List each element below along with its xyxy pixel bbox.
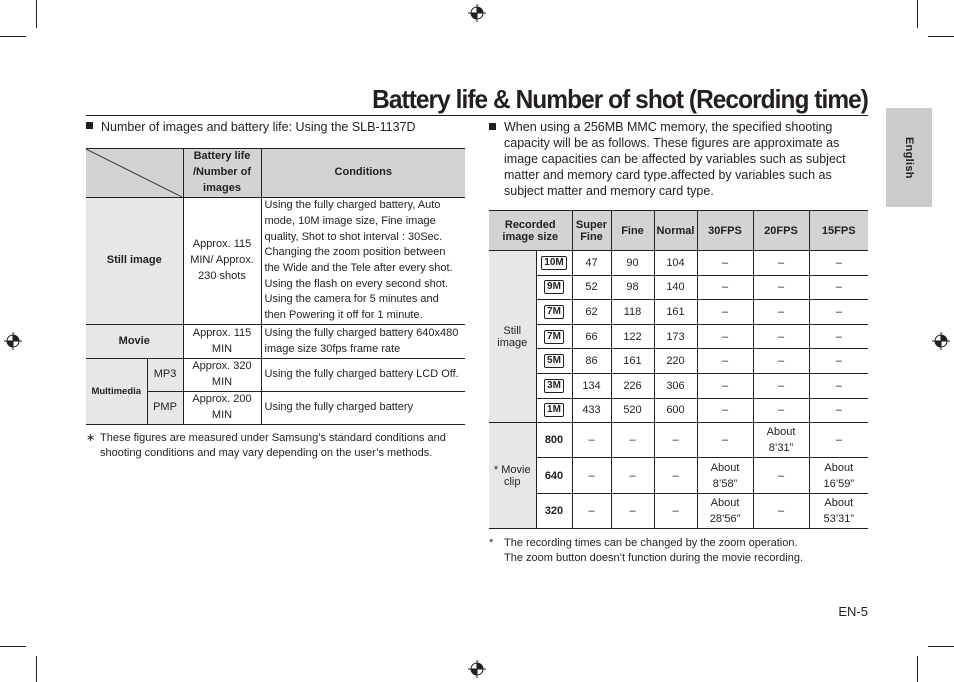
table-cell: About 53’31” [809, 493, 868, 528]
registration-mark-icon [468, 4, 486, 22]
header-20fps: 20FPS [753, 211, 809, 251]
footnote-mark: ∗ [86, 432, 96, 444]
table-cell: – [753, 251, 809, 276]
right-footnote [489, 536, 869, 566]
table-row [489, 398, 868, 423]
7m-size-icon: 7M [544, 330, 564, 344]
size-icon-cell [536, 324, 572, 349]
right-bullet [489, 119, 869, 199]
table-row [489, 493, 868, 528]
size-icon-cell [536, 373, 572, 398]
pmp-conditions: Using the fully charged battery [261, 392, 465, 425]
table-cell: 433 [572, 398, 611, 423]
left-footnote-text: These figures are measured under Samsung’s standard conditions and shooting conditions and may vary depending on the user’s methods. [100, 432, 446, 459]
table-row [489, 324, 868, 349]
table-cell: 47 [572, 251, 611, 276]
header-fine: Fine [611, 211, 654, 251]
mp3-battery-value: Approx. 320 MIN [183, 359, 261, 392]
7m-wide-size-icon: 7M [544, 305, 564, 319]
table-cell: – [809, 349, 868, 374]
table-row [489, 349, 868, 374]
size-icon-cell [536, 493, 572, 528]
table-cell: 86 [572, 349, 611, 374]
table-cell: – [809, 275, 868, 300]
crop-mark [36, 0, 37, 28]
table-cell: – [809, 373, 868, 398]
table-cell: 90 [611, 251, 654, 276]
size-icon-cell [536, 349, 572, 374]
table-cell: – [753, 458, 809, 493]
table-row [489, 251, 868, 276]
row-label-mp3: MP3 [147, 359, 183, 392]
row-label-movie-clip: * Movie clip [489, 423, 536, 529]
table-cell: 98 [611, 275, 654, 300]
table-cell: – [654, 493, 697, 528]
table-cell: 306 [654, 373, 697, 398]
640-size-icon: 640 [544, 469, 564, 482]
right-bullet-text: When using a 256MB MMC memory, the specified shooting capacity will be as follows. These figures are approximate as image capacities can be affected by variables such as subject matter and memory card type.affected by variables such as subject matter and memory card type. [504, 120, 846, 198]
still-image-conditions: Using the fully charged battery, Auto mode, 10M image size, Fine image quality, Shot to shot interval : 30Sec. Changing the zoom position between the Wide and the Tele after every shot. Using the flash on every second shot. Using the camera for 5 minutes and then Powering it off for 1 minute. [261, 198, 465, 325]
table-cell: 118 [611, 300, 654, 325]
size-icon-cell [536, 398, 572, 423]
table-cell: – [697, 324, 753, 349]
320-size-icon: 320 [544, 504, 564, 517]
1m-size-icon: 1M [544, 403, 564, 417]
size-icon-cell [536, 300, 572, 325]
table-cell: About 16’59” [809, 458, 868, 493]
table-row [489, 373, 868, 398]
table-cell: – [809, 423, 868, 458]
language-tab [886, 108, 932, 207]
table-cell: 520 [611, 398, 654, 423]
registration-mark-icon [932, 332, 950, 350]
size-icon-cell [536, 458, 572, 493]
table-cell: – [753, 349, 809, 374]
table-cell: – [697, 275, 753, 300]
footnote-mark: * [489, 537, 494, 549]
10m-size-icon: 10M [541, 256, 566, 270]
table-cell: About 28’56” [697, 493, 753, 528]
language-tab-label: English [903, 136, 915, 179]
table-cell: – [753, 373, 809, 398]
table-cell: 161 [654, 300, 697, 325]
right-footnote-line-2: The zoom button doesn’t function during the movie recording. [504, 552, 804, 564]
table-cell: – [611, 423, 654, 458]
table-cell: 220 [654, 349, 697, 374]
header-super-fine: Super Fine [572, 211, 611, 251]
registration-mark-icon [4, 332, 22, 350]
size-icon-cell [536, 423, 572, 458]
crop-mark [928, 646, 954, 647]
table-row [489, 458, 868, 493]
table-row [489, 300, 868, 325]
shooting-capacity-table [489, 210, 868, 529]
table-cell: – [697, 251, 753, 276]
table-cell: – [697, 300, 753, 325]
header-15fps: 15FPS [809, 211, 868, 251]
crop-mark [917, 0, 918, 28]
table-cell: 173 [654, 324, 697, 349]
table-cell: – [753, 398, 809, 423]
row-label-movie: Movie [86, 325, 183, 359]
table-cell: 134 [572, 373, 611, 398]
crop-mark [928, 36, 954, 37]
table-cell: 104 [654, 251, 697, 276]
table-cell: – [611, 458, 654, 493]
left-bullet-text: Number of images and battery life: Using the SLB-1137D [101, 120, 416, 134]
table-cell: – [697, 373, 753, 398]
table-cell: – [753, 300, 809, 325]
movie-conditions: Using the fully charged battery 640x480 image size 30fps frame rate [261, 325, 465, 359]
row-label-pmp: PMP [147, 392, 183, 425]
table-cell: 52 [572, 275, 611, 300]
table-cell: – [572, 423, 611, 458]
row-label-still-image: Still image [489, 251, 536, 423]
table-cell: 140 [654, 275, 697, 300]
table-row [489, 423, 868, 458]
right-footnote-line-1: The recording times can be changed by the zoom operation. [504, 537, 798, 549]
header-normal: Normal [654, 211, 697, 251]
table-cell: – [809, 251, 868, 276]
still-image-battery-value: Approx. 115 MIN/ Approx. 230 shots [183, 198, 261, 325]
table-cell: 66 [572, 324, 611, 349]
pmp-battery-value: Approx. 200 MIN [183, 392, 261, 425]
header-30fps: 30FPS [697, 211, 753, 251]
header-conditions: Conditions [261, 149, 465, 198]
table-cell: 62 [572, 300, 611, 325]
table-cell: 161 [611, 349, 654, 374]
table-cell: – [809, 398, 868, 423]
left-bullet [86, 119, 466, 135]
square-bullet-icon [489, 123, 496, 130]
movie-battery-value: Approx. 115 MIN [183, 325, 261, 359]
header-recorded-image-size: Recorded image size [489, 211, 572, 251]
table-cell: – [753, 275, 809, 300]
3m-size-icon: 3M [544, 379, 564, 393]
table-cell: – [809, 324, 868, 349]
title-divider [86, 115, 868, 116]
mp3-conditions: Using the fully charged battery LCD Off. [261, 359, 465, 392]
registration-mark-icon [468, 660, 486, 678]
table-cell: – [572, 458, 611, 493]
row-label-still-image: Still image [86, 198, 183, 325]
crop-mark [0, 36, 26, 37]
table-row [489, 275, 868, 300]
table-cell: – [809, 300, 868, 325]
diagonal-header-cell [86, 149, 183, 198]
table-cell: – [753, 324, 809, 349]
800-size-icon: 800 [544, 434, 564, 447]
page-number: EN-5 [838, 604, 868, 619]
size-icon-cell [536, 251, 572, 276]
table-cell: 226 [611, 373, 654, 398]
5m-size-icon: 5M [544, 354, 564, 368]
table-cell: About 8’31” [753, 423, 809, 458]
table-cell: – [697, 423, 753, 458]
table-cell: – [753, 493, 809, 528]
table-cell: – [611, 493, 654, 528]
left-footnote [86, 431, 466, 461]
9m-size-icon: 9M [544, 280, 564, 294]
crop-mark [0, 646, 26, 647]
table-cell: 600 [654, 398, 697, 423]
page-title: Battery life & Number of shot (Recording time) [372, 84, 868, 114]
row-label-multimedia: Multimedia [86, 359, 147, 425]
crop-mark [917, 656, 918, 682]
crop-mark [36, 656, 37, 682]
table-cell: 122 [611, 324, 654, 349]
table-cell: – [572, 493, 611, 528]
table-cell: About 8’58” [697, 458, 753, 493]
diagonal-line-icon [86, 149, 182, 197]
battery-life-table [86, 148, 465, 425]
square-bullet-icon [86, 122, 93, 129]
table-cell: – [697, 398, 753, 423]
table-cell: – [654, 423, 697, 458]
header-battery-life: Battery life /Number of images [183, 149, 261, 198]
table-cell: – [697, 349, 753, 374]
table-cell: – [654, 458, 697, 493]
size-icon-cell [536, 275, 572, 300]
